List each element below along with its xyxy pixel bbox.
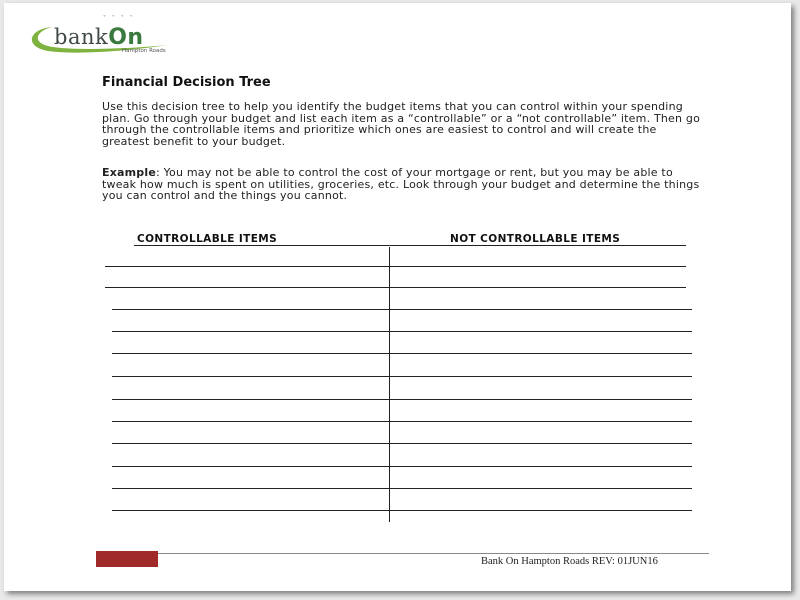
bank-on-logo [18, 13, 198, 59]
table-row-line [112, 376, 692, 377]
table-row-line [112, 309, 692, 310]
page-title: Financial Decision Tree [102, 75, 271, 90]
table-row-line [112, 399, 692, 400]
document-page [4, 3, 791, 591]
logo-brand-left: bank [54, 25, 109, 49]
footer-accent-block [96, 551, 158, 567]
example-label: Example [102, 166, 156, 179]
logo-wordmark [54, 25, 144, 50]
table-row-line [112, 421, 692, 422]
table-row-line [112, 353, 692, 354]
example-text: : You may not be able to control the cost of your mortgage or rent, but you may be able to tweak how much is spent on utilities, groceries, etc. Look through your budget and determine the things you can control and the things you cannot. [102, 166, 700, 202]
table-row-line [112, 466, 692, 467]
footer-rule [96, 553, 709, 554]
logo-subtitle: Hampton Roads [122, 48, 166, 54]
table-row-line [112, 510, 692, 511]
not-controllable-items-header: NOT CONTROLLABLE ITEMS [450, 233, 621, 245]
header-underline [134, 245, 686, 246]
table-row-line [112, 443, 692, 444]
logo-brand-right: On [108, 25, 144, 50]
table-row-line [112, 488, 692, 489]
table-row-line [105, 287, 686, 288]
controllable-items-header: CONTROLLABLE ITEMS [137, 233, 278, 245]
example-paragraph [102, 167, 702, 202]
table-row-line [105, 266, 686, 267]
intro-paragraph: Use this decision tree to help you identify the budget items that you can control within your spending plan. Go through your budget and list each item as a “controllable” or a “not controllable” item. Then go through the controllable items and prioritize which ones are easiest to control and will create the greatest benefit to your budget. [102, 100, 700, 148]
footer-text: Bank On Hampton Roads REV: 01JUN16 [481, 556, 658, 567]
table-row-line [112, 331, 692, 332]
birds-icon: ˅ ˅ ˅ ˅ [103, 15, 135, 22]
column-divider [389, 247, 390, 522]
